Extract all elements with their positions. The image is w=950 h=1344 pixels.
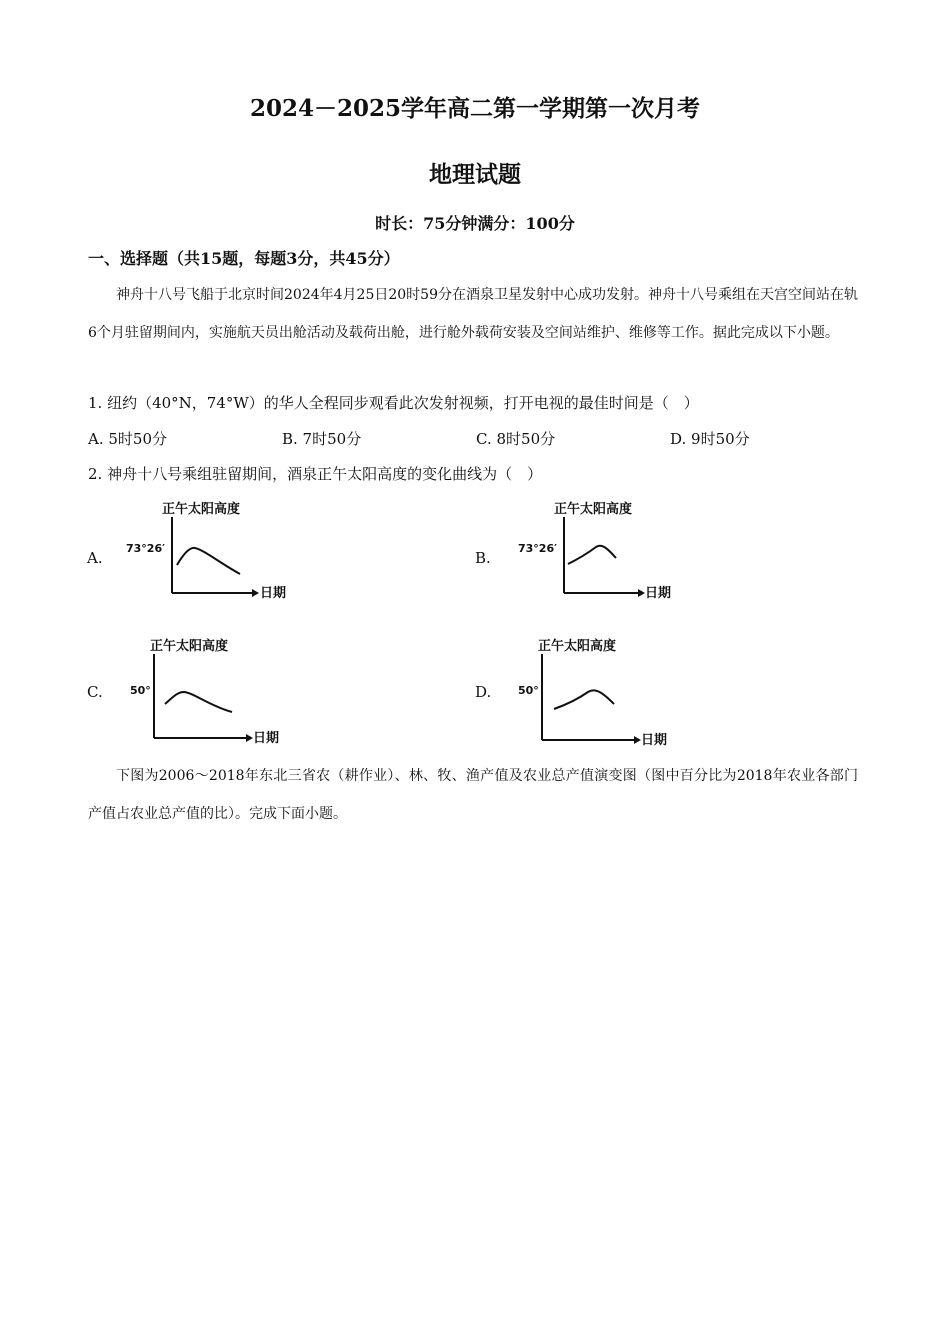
- passage-agriculture: 下图为2006～2018年东北三省农（耕作业）、林、牧、渔产值及农业总产值演变图（图中百分比为2018年农业各部门产值占农业总产值的比）。完成下面小题。: [88, 768, 858, 822]
- chart-d-ylabel: 正午太阳高度: [538, 639, 617, 654]
- chart-b-curve: [568, 546, 616, 564]
- q2-option-a-label: A.: [87, 549, 103, 567]
- q2-option-b-chart: [512, 495, 692, 607]
- subject-title: 地理试题: [429, 161, 521, 188]
- chart-a-x-arrow: [252, 589, 259, 597]
- q2-option-a-chart: [120, 495, 300, 607]
- q1-option-c: C. 8时50分: [476, 430, 556, 448]
- chart-d-curve: [554, 690, 614, 709]
- chart-b-ylabel: 正午太阳高度: [554, 502, 633, 517]
- chart-c-ylabel: 正午太阳高度: [150, 639, 229, 654]
- chart-a-curve: [177, 548, 240, 574]
- q2-option-d-chart: [508, 632, 688, 747]
- passage-shenzhou: 神舟十八号飞船于北京时间2024年4月25日20时59分在酒泉卫星发射中心成功发射。神舟十八号乘组在天宫空间站在轨6个月驻留期间内，实施航天员出舱活动及载荷出舱，进行舱外载荷安装及空间站维护、维修等工作。据此完成以下小题。: [88, 287, 858, 341]
- chart-a-ylabel: 正午太阳高度: [162, 502, 241, 517]
- q1-option-a: A. 5时50分: [88, 430, 167, 448]
- chart-d-ytick: 50°: [518, 684, 539, 697]
- chart-c-x-arrow: [246, 734, 253, 742]
- chart-c-ytick: 50°: [130, 684, 151, 697]
- chart-c-curve: [165, 692, 232, 712]
- chart-b-xlabel: 日期: [645, 586, 672, 601]
- chart-b-x-arrow: [638, 589, 645, 597]
- q2-option-c-label: C.: [87, 683, 103, 701]
- chart-a-ytick: 73°26′: [126, 542, 166, 555]
- q1-option-b: B. 7时50分: [282, 430, 362, 448]
- chart-d-x-arrow: [634, 736, 641, 744]
- exam-title: 2024－2025学年高二第一学期第一次月考: [249, 95, 701, 122]
- q2-option-d-label: D.: [475, 683, 492, 701]
- section-heading: 一、选择题（共15题，每题3分，共45分）: [88, 249, 400, 268]
- chart-c-xlabel: 日期: [253, 731, 280, 746]
- question-2-stem: 2. 神舟十八号乘组驻留期间，酒泉正午太阳高度的变化曲线为（ ）: [88, 465, 543, 483]
- q2-option-b-label: B.: [475, 549, 491, 567]
- exam-meta: 时长：75分钟满分：100分: [375, 214, 575, 233]
- chart-b-ytick: 73°26′: [518, 542, 558, 555]
- question-1-stem: 1. 纽约（40°N，74°W）的华人全程同步观看此次发射视频，打开电视的最佳时间是（ ）: [88, 394, 699, 412]
- q1-option-d: D. 9时50分: [670, 430, 750, 448]
- q2-option-c-chart: [120, 632, 300, 747]
- chart-a-xlabel: 日期: [260, 586, 287, 601]
- chart-d-xlabel: 日期: [641, 733, 668, 748]
